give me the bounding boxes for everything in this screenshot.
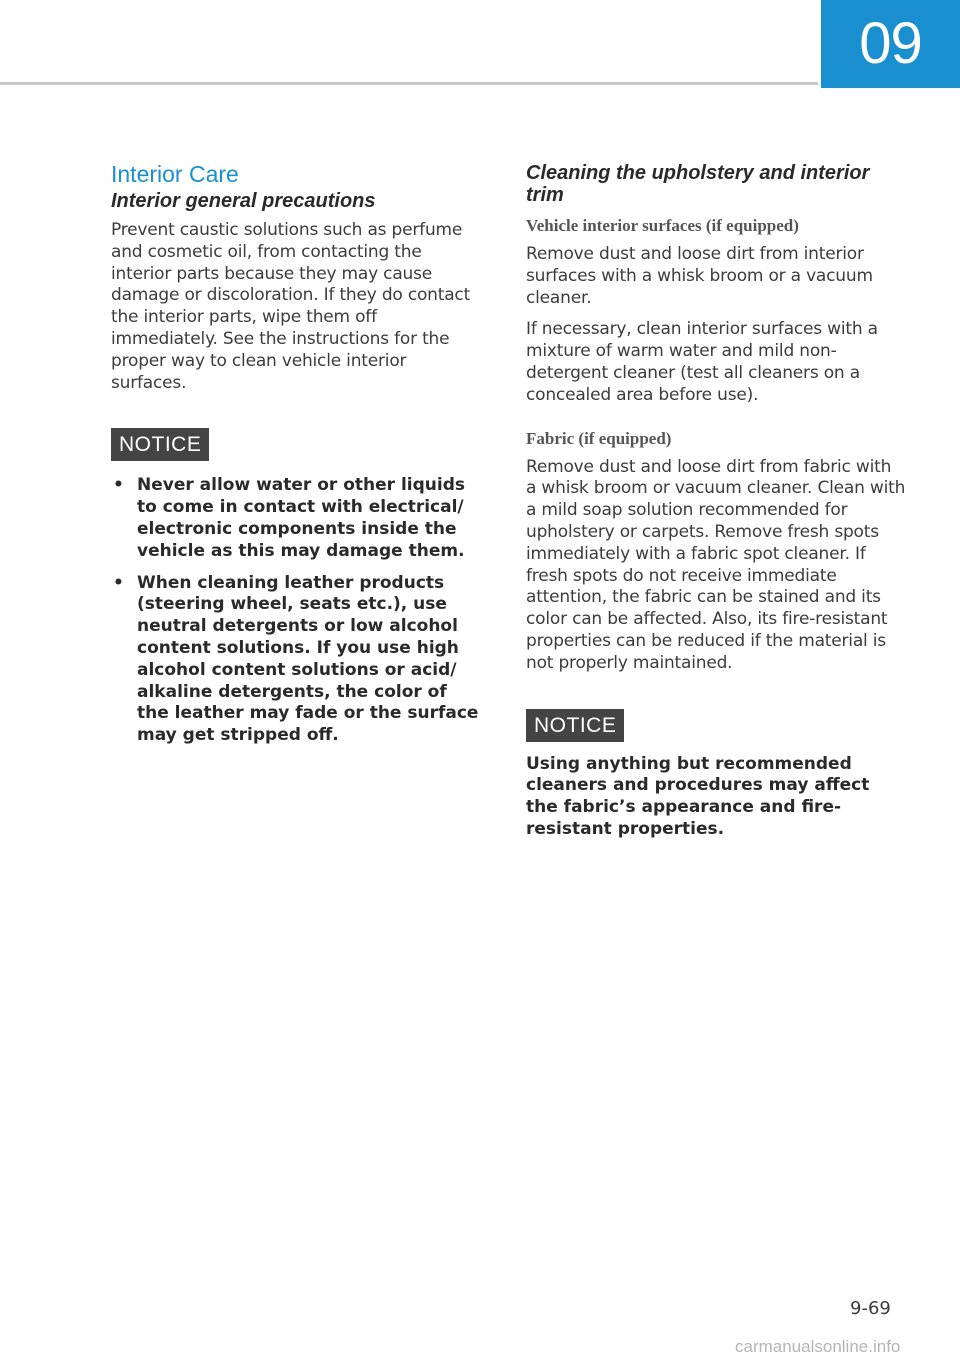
notice-text: Using anything but recommended cleaners and procedures may affect the fabric’s appearance and fire-resistant properties. [526, 753, 870, 839]
notice-badge: NOTICE [111, 428, 209, 461]
subsection-title-upholstery: Cleaning the upholstery and interior trim [526, 162, 870, 206]
header-rule [0, 82, 818, 85]
bullet-icon: • [113, 475, 124, 496]
bullet-icon: • [113, 572, 124, 593]
fabric-paragraph: Remove dust and loose dirt from fabric with a whisk broom or vacuum cleaner. Clean with a mild soap solution recommended for upholstery or carpets. Remove fresh spots immediately with a fabric spot cleaner. If fresh spots do not receive immediate attention, the fabric can be stained and its color can be affected. Also, its fire-resistant properties can be reduced if the material is not properly maintained. [526, 456, 906, 673]
section-title: Interior Care [111, 161, 239, 187]
surfaces-paragraph-2: If necessary, clean interior surfaces with a mixture of warm water and mild non-detergent cleaner (test all cleaners on a concealed area before use). [526, 319, 878, 405]
page-number: 9-69 [850, 1298, 891, 1319]
notice-list [111, 475, 481, 747]
notice-item: • Never allow water or other liquids to come in contact with electrical/ electronic components inside the vehicle as this may damage them. [113, 475, 465, 561]
watermark: carmanualsonline.info [735, 1337, 901, 1356]
precautions-paragraph: Prevent caustic solutions such as perfume and cosmetic oil, from contacting the interior parts because they may cause damage or discoloration. If they do contact the interior parts, wipe them off immediately. See the instructions for the proper way to clean vehicle interior surfaces. [111, 220, 471, 393]
notice-item: • When cleaning leather products (steering wheel, seats etc.), use neutral detergents or low alcohol content solutions. If you use high alcohol content solutions or acid/ alkaline detergents, the color of the leather may fade or the surface may get stripped off. [113, 572, 479, 746]
fabric-heading: Fabric (if equipped) [526, 428, 672, 448]
surfaces-paragraph-1: Remove dust and loose dirt from interior surfaces with a whisk broom or a vacuum cleaner. [526, 244, 873, 308]
left-column [111, 160, 481, 757]
right-column [526, 160, 906, 841]
chapter-tab: 09 [821, 0, 960, 88]
notice-badge: NOTICE [526, 709, 624, 742]
subsection-title-precautions: Interior general precautions [111, 190, 376, 212]
surfaces-heading: Vehicle interior surfaces (if equipped) [526, 216, 799, 235]
